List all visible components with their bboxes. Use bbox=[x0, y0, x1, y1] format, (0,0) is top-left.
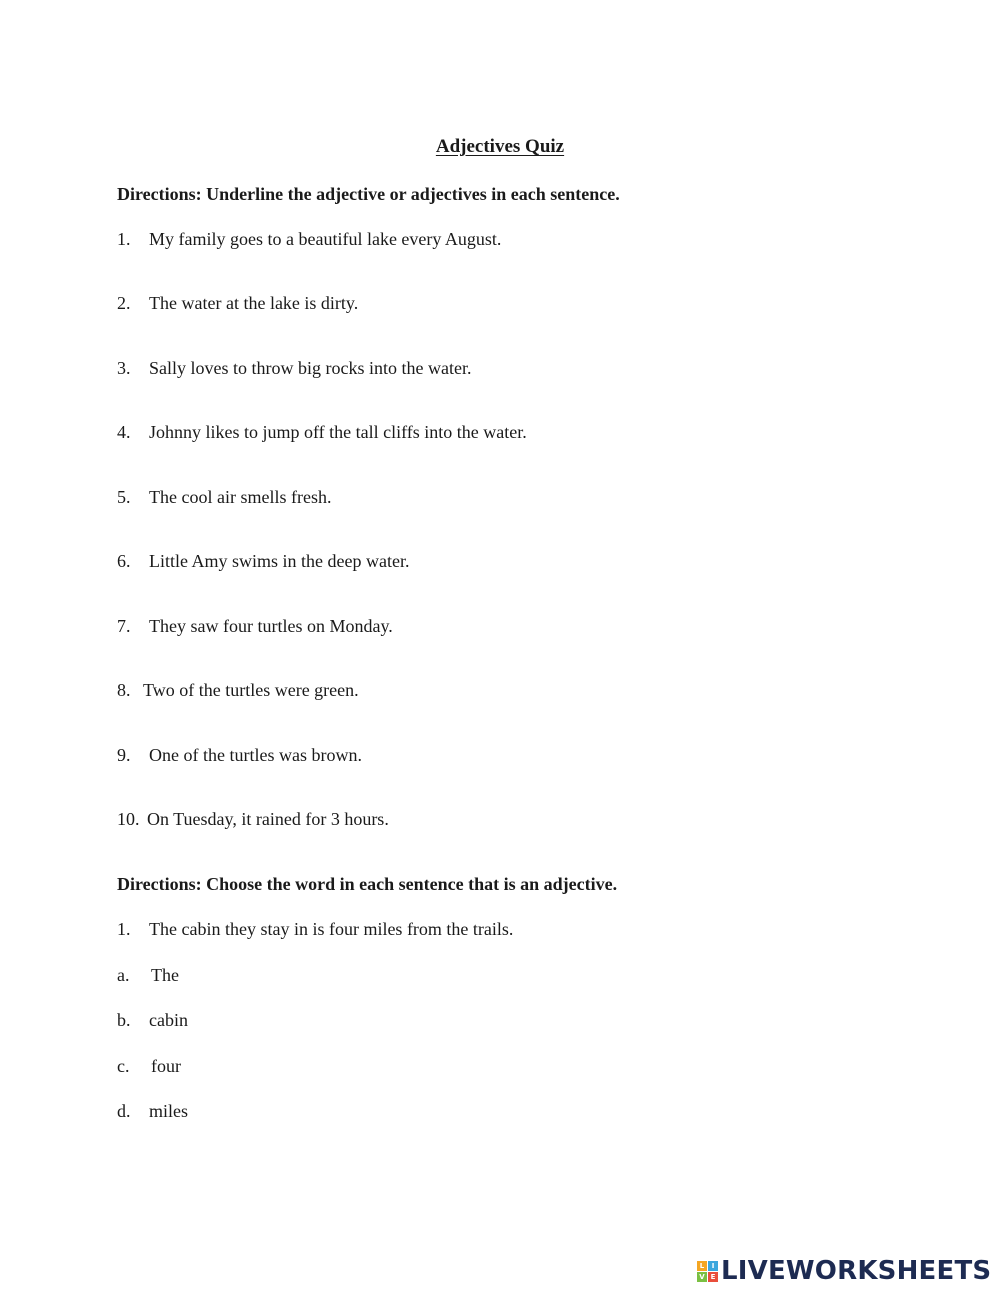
option-text: four bbox=[151, 1056, 181, 1076]
question-text: The cabin they stay in is four miles from the trails. bbox=[149, 919, 514, 939]
sentence-number: 10. bbox=[117, 809, 140, 829]
mc-question-1 bbox=[117, 919, 513, 940]
sentence-number: 8. bbox=[117, 680, 131, 700]
sentence-text[interactable]: My family goes to a beautiful lake every August. bbox=[149, 229, 502, 249]
option-b[interactable] bbox=[117, 1010, 188, 1031]
sentence-number: 9. bbox=[117, 745, 131, 765]
option-d[interactable] bbox=[117, 1101, 188, 1122]
logo-blocks-icon bbox=[697, 1261, 718, 1282]
logo-block: V bbox=[697, 1272, 707, 1282]
sentence-text[interactable]: They saw four turtles on Monday. bbox=[149, 616, 393, 636]
sentence-number: 6. bbox=[117, 551, 131, 571]
sentence-5 bbox=[117, 487, 331, 508]
question-number: 1. bbox=[117, 919, 131, 939]
logo-text: LIVEWORKSHEETS bbox=[721, 1256, 992, 1286]
sentence-3 bbox=[117, 358, 471, 379]
logo-block: E bbox=[708, 1272, 718, 1282]
sentence-7 bbox=[117, 616, 393, 637]
section2-directions: Directions: Choose the word in each sentence that is an adjective. bbox=[117, 874, 618, 894]
sentence-9 bbox=[117, 745, 362, 766]
option-text: The bbox=[151, 965, 179, 985]
sentence-text[interactable]: Two of the turtles were green. bbox=[143, 680, 359, 700]
sentence-number: 7. bbox=[117, 616, 131, 636]
option-text: miles bbox=[149, 1101, 188, 1121]
sentence-number: 3. bbox=[117, 358, 131, 378]
sentence-8 bbox=[117, 680, 359, 701]
quiz-title: Adjectives Quiz bbox=[435, 136, 565, 157]
sentence-number: 2. bbox=[117, 293, 131, 313]
section1-directions: Directions: Underline the adjective or adjectives in each sentence. bbox=[117, 184, 620, 204]
sentence-text[interactable]: Johnny likes to jump off the tall cliffs into the water. bbox=[149, 422, 527, 442]
sentence-number: 4. bbox=[117, 422, 131, 442]
sentence-text[interactable]: The water at the lake is dirty. bbox=[149, 293, 359, 313]
sentence-4 bbox=[117, 422, 527, 443]
option-letter: a. bbox=[117, 965, 130, 985]
sentence-text[interactable]: On Tuesday, it rained for 3 hours. bbox=[147, 809, 389, 829]
option-letter: b. bbox=[117, 1010, 131, 1030]
logo-block: I bbox=[708, 1261, 718, 1271]
liveworksheets-logo bbox=[697, 1256, 991, 1286]
sentence-text[interactable]: The cool air smells fresh. bbox=[149, 487, 332, 507]
sentence-text[interactable]: One of the turtles was brown. bbox=[149, 745, 362, 765]
sentence-1 bbox=[117, 229, 501, 250]
option-c[interactable] bbox=[117, 1056, 181, 1077]
sentence-number: 5. bbox=[117, 487, 131, 507]
logo-block: L bbox=[697, 1261, 707, 1271]
option-text: cabin bbox=[149, 1010, 188, 1030]
option-a[interactable] bbox=[117, 965, 179, 986]
sentence-number: 1. bbox=[117, 229, 131, 249]
sentence-text[interactable]: Sally loves to throw big rocks into the water. bbox=[149, 358, 472, 378]
option-letter: d. bbox=[117, 1101, 131, 1121]
sentence-6 bbox=[117, 551, 409, 572]
sentence-text[interactable]: Little Amy swims in the deep water. bbox=[149, 551, 410, 571]
option-letter: c. bbox=[117, 1056, 130, 1076]
sentence-10 bbox=[117, 809, 389, 830]
sentence-2 bbox=[117, 293, 358, 314]
